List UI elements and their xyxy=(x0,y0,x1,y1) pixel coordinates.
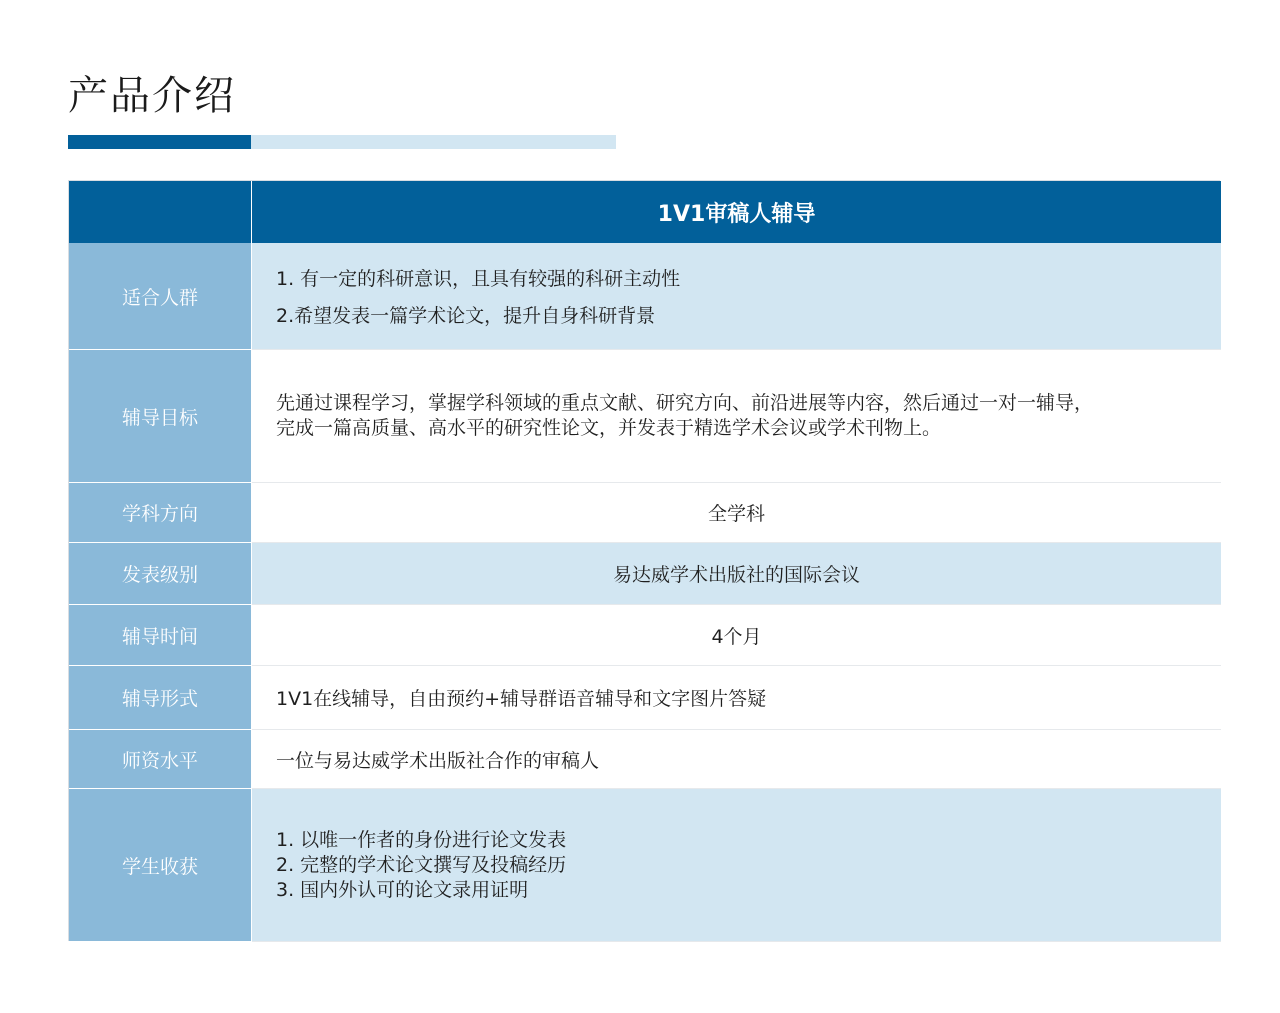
table-header-title: 1V1审稿人辅导 xyxy=(657,201,816,227)
table-header-corner xyxy=(69,181,252,243)
row-value-subject: 全学科 xyxy=(252,483,1221,543)
title-underline-accent xyxy=(68,135,251,149)
row-label-duration: 辅导时间 xyxy=(69,605,252,666)
row-value-outcome xyxy=(252,789,1221,942)
outcome-line-3: 3. 国内外认可的论文录用证明 xyxy=(276,878,529,901)
row-label-format: 辅导形式 xyxy=(69,666,252,730)
page-title: 产品介绍 xyxy=(68,73,236,119)
goal-line-2: 完成一篇高质量、高水平的研究性论文，并发表于精选学术会议或学术刊物上。 xyxy=(276,417,942,439)
audience-line-1: 1. 有一定的科研意识，且具有较强的科研主动性 xyxy=(276,268,681,290)
row-value-format: 1V1在线辅导，自由预约+辅导群语音辅导和文字图片答疑 xyxy=(252,666,1221,730)
outcome-line-1: 1. 以唯一作者的身份进行论文发表 xyxy=(276,828,567,851)
row-label-goal: 辅导目标 xyxy=(69,350,252,483)
product-table xyxy=(68,180,1220,941)
row-value-goal xyxy=(252,350,1221,483)
row-label-outcome: 学生收获 xyxy=(69,789,252,942)
row-value-duration: 4个月 xyxy=(252,605,1221,666)
goal-line-1: 先通过课程学习，掌握学科领域的重点文献、研究方向、前沿进展等内容，然后通过一对一辅导， xyxy=(276,392,1094,414)
outcome-line-2: 2. 完整的学术论文撰写及投稿经历 xyxy=(276,853,567,876)
row-value-faculty: 一位与易达威学术出版社合作的审稿人 xyxy=(252,730,1221,789)
table-header xyxy=(252,181,1221,243)
row-label-subject: 学科方向 xyxy=(69,483,252,543)
title-underline xyxy=(68,135,616,149)
row-label-level: 发表级别 xyxy=(69,543,252,605)
row-value-level: 易达威学术出版社的国际会议 xyxy=(252,543,1221,605)
row-label-faculty: 师资水平 xyxy=(69,730,252,789)
row-label-audience: 适合人群 xyxy=(69,243,252,350)
row-value-audience xyxy=(252,243,1221,350)
audience-line-2: 2.希望发表一篇学术论文，提升自身科研背景 xyxy=(276,305,656,327)
title-underline-track xyxy=(251,135,616,149)
